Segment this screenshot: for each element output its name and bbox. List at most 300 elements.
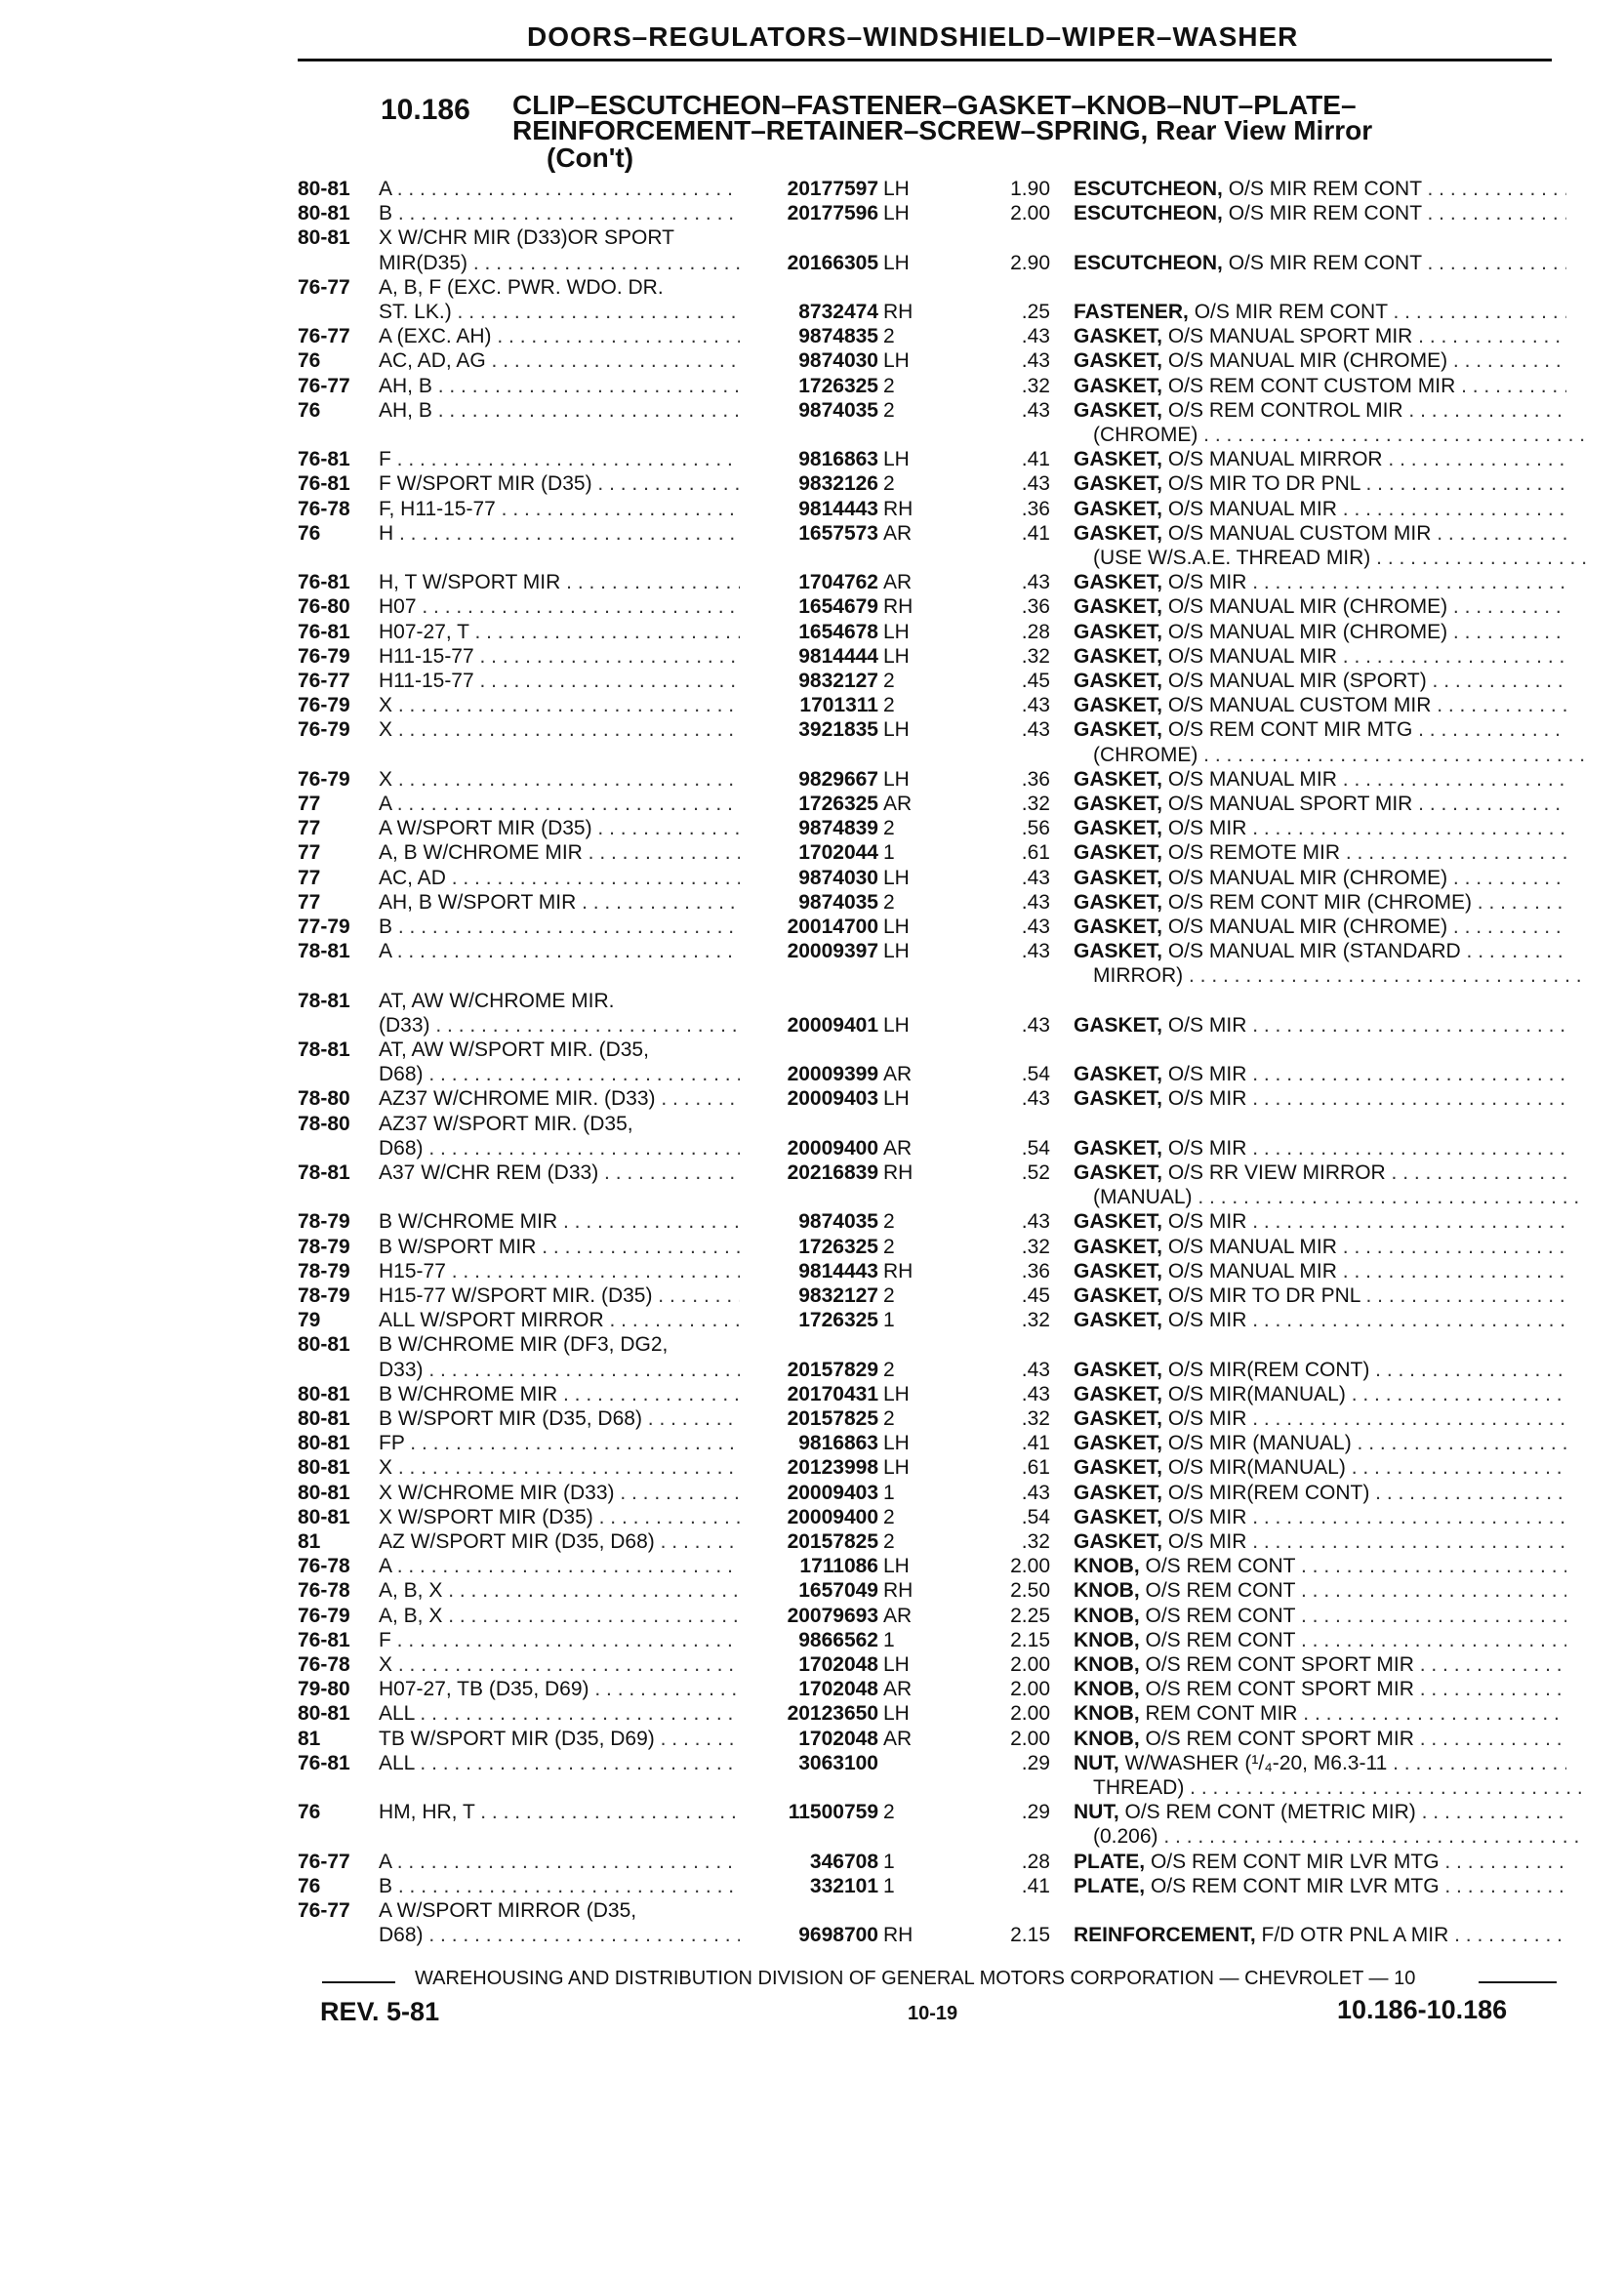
part-name-detail: O/S MANUAL MIR <box>1162 498 1337 520</box>
model-description: X . . . <box>379 1456 740 1480</box>
part-name-heading: KNOB, <box>1074 1653 1140 1676</box>
part-name-heading: NUT, <box>1074 1752 1119 1774</box>
part-row <box>0 841 1624 865</box>
part-name-detail: O/S REM CONT CUSTOM MIR <box>1162 375 1456 397</box>
model-years: 76-77 <box>298 276 350 299</box>
model-description: X W/SPORT MIR (D35) . . . <box>379 1506 740 1529</box>
part-row <box>0 916 1624 939</box>
quantity: 2 <box>883 670 895 692</box>
part-row <box>0 1506 1624 1529</box>
quantity: LH <box>883 621 910 643</box>
quantity: LH <box>883 349 910 372</box>
model-years: 80-81 <box>298 1456 350 1479</box>
list-price: 2.50 <box>1010 1579 1050 1602</box>
part-name-detail: O/S MIR <box>1162 1210 1247 1233</box>
part-name-detail: O/S MANUAL MIRROR <box>1162 448 1383 470</box>
model-description: AH, B . . . <box>379 375 740 398</box>
part-number: 1726325 <box>798 375 878 397</box>
part-number: 20009401 <box>787 1014 878 1037</box>
quantity: 2 <box>883 1801 895 1823</box>
part-name <box>1074 1432 1566 1455</box>
part-name-detail: O/S MIR(MANUAL) <box>1162 1456 1346 1479</box>
model-years: 76-78 <box>298 1579 350 1602</box>
part-name-heading: GASKET, <box>1074 1407 1163 1430</box>
list-price: 2.00 <box>1010 1653 1050 1676</box>
quantity: LH <box>883 252 910 274</box>
part-name <box>1074 1653 1566 1677</box>
part-number: 1704762 <box>798 571 878 593</box>
part-row <box>0 424 1624 447</box>
quantity: 1 <box>883 1851 895 1873</box>
model-description: A . . . <box>379 1555 740 1578</box>
model-description: A . . . <box>379 178 740 201</box>
part-row <box>0 448 1624 471</box>
part-name <box>1074 1456 1566 1480</box>
part-name <box>1074 1678 1566 1701</box>
model-description: X . . . <box>379 718 740 742</box>
part-name-detail: O/S MIR REM CONT <box>1222 202 1422 224</box>
part-name-detail: REM CONT MIR <box>1139 1702 1298 1725</box>
model-description: X . . . <box>379 1653 740 1677</box>
list-price: .43 <box>1021 694 1050 716</box>
part-row <box>0 867 1624 890</box>
part-row <box>0 178 1624 201</box>
list-price: .43 <box>1021 1359 1050 1381</box>
quantity: RH <box>883 1579 914 1602</box>
model-description: A, B, F (EXC. PWR. WDO. DR. <box>379 276 664 299</box>
part-name-detail: O/S MANUAL MIR <box>1162 645 1337 668</box>
list-price: .56 <box>1021 817 1050 839</box>
part-row <box>0 1776 1624 1800</box>
part-row <box>0 571 1624 594</box>
part-name-detail: O/S MANUAL MIR (STANDARD <box>1162 940 1461 962</box>
part-name <box>1093 744 1586 767</box>
model-years: 80-81 <box>298 1407 350 1430</box>
part-row <box>0 1113 1624 1136</box>
part-name <box>1074 793 1566 816</box>
list-price: .32 <box>1021 1530 1050 1553</box>
part-name-heading: GASKET, <box>1074 891 1163 914</box>
part-name <box>1074 817 1566 840</box>
quantity: 2 <box>883 891 895 914</box>
part-name-heading: KNOB, <box>1074 1555 1140 1577</box>
list-price: 2.00 <box>1010 1702 1050 1725</box>
model-years: 81 <box>298 1728 321 1750</box>
part-number: 20009399 <box>787 1063 878 1085</box>
model-description: H11-15-77 . . . <box>379 670 740 693</box>
quantity: 2 <box>883 817 895 839</box>
model-description: F . . . <box>379 448 740 471</box>
model-description: ST. LK.) . . . <box>379 301 740 324</box>
part-number: 1726325 <box>798 1236 878 1258</box>
model-description: HM, HR, T . . . <box>379 1801 740 1824</box>
part-row <box>0 1605 1624 1628</box>
part-row <box>0 1653 1624 1677</box>
part-name <box>1074 670 1566 693</box>
list-price: 2.00 <box>1010 1728 1050 1750</box>
model-description: B W/CHROME MIR . . . <box>379 1383 740 1406</box>
part-name-detail: O/S MIR <box>1162 1087 1247 1110</box>
part-number: 9874839 <box>798 817 878 839</box>
part-name-detail: O/S MANUAL CUSTOM MIR <box>1162 522 1432 545</box>
list-price: .32 <box>1021 793 1050 815</box>
part-name-heading: GASKET, <box>1074 595 1163 618</box>
model-description: B . . . <box>379 1875 740 1898</box>
part-row <box>0 1678 1624 1701</box>
part-name-detail: O/S REM CONT <box>1139 1605 1296 1627</box>
part-name-detail: O/S MANUAL MIR (CHROME) <box>1162 621 1448 643</box>
part-number: 1654679 <box>798 595 878 618</box>
part-number: 1702048 <box>798 1678 878 1700</box>
part-name-detail: O/S MIR(MANUAL) <box>1162 1383 1346 1405</box>
part-name-heading: GASKET, <box>1074 1161 1163 1184</box>
part-name <box>1074 1210 1566 1234</box>
quantity: 2 <box>883 1407 895 1430</box>
part-name-detail: O/S REM CONT <box>1139 1555 1296 1577</box>
list-price: .43 <box>1021 1482 1050 1504</box>
model-description: H, T W/SPORT MIR . . . <box>379 571 740 594</box>
quantity: 1 <box>883 1482 895 1504</box>
section-title-line-2-main: REINFORCEMENT–RETAINER–SCREW–SPRING, <box>512 115 1149 145</box>
part-name <box>1074 891 1566 915</box>
list-price: .54 <box>1021 1137 1050 1160</box>
list-price: .41 <box>1021 522 1050 545</box>
model-years: 77 <box>298 867 321 889</box>
part-number: 20123998 <box>787 1456 878 1479</box>
quantity: RH <box>883 301 914 323</box>
model-description: AC, AD, AG . . . <box>379 349 740 373</box>
part-name <box>1074 448 1566 471</box>
part-row <box>0 1555 1624 1578</box>
part-name-detail: O/S MIR TO DR PNL <box>1162 472 1360 495</box>
list-price: .41 <box>1021 448 1050 470</box>
list-price: .52 <box>1021 1161 1050 1184</box>
list-price: 1.90 <box>1010 178 1050 200</box>
model-years: 79-80 <box>298 1678 350 1700</box>
part-row <box>0 226 1624 250</box>
model-description: AT, AW W/CHROME MIR. <box>379 990 615 1012</box>
part-name <box>1074 1236 1566 1259</box>
model-description: AC, AD . . . <box>379 867 740 890</box>
part-name <box>1074 1407 1566 1431</box>
quantity: LH <box>883 1383 910 1405</box>
quantity: 1 <box>883 1875 895 1897</box>
list-price: 2.25 <box>1010 1605 1050 1627</box>
part-row <box>0 547 1624 570</box>
model-years: 76-77 <box>298 1851 350 1873</box>
model-years: 78-79 <box>298 1210 350 1233</box>
part-name-detail: O/S REM CONT SPORT MIR <box>1139 1653 1414 1676</box>
model-years: 79 <box>298 1309 321 1331</box>
part-name-detail: O/S MIR <box>1162 817 1247 839</box>
part-name-heading: REINFORCEMENT, <box>1074 1924 1256 1946</box>
part-name-heading: GASKET, <box>1074 940 1163 962</box>
list-price: 2.90 <box>1010 252 1050 274</box>
part-row <box>0 472 1624 496</box>
model-years: 77 <box>298 841 321 864</box>
part-number: 1657049 <box>798 1579 878 1602</box>
part-name-detail: O/S MANUAL MIR <box>1162 768 1337 791</box>
quantity: RH <box>883 1260 914 1282</box>
quantity: 2 <box>883 375 895 397</box>
part-name-detail: O/S REM CONT <box>1139 1629 1296 1651</box>
part-name <box>1074 1924 1566 1947</box>
quantity: LH <box>883 202 910 224</box>
part-row <box>0 768 1624 792</box>
model-years: 78-80 <box>298 1113 350 1135</box>
model-years: 76-81 <box>298 472 350 495</box>
part-row <box>0 252 1624 275</box>
part-number: 20079693 <box>787 1605 878 1627</box>
model-description: H07 . . . <box>379 595 740 619</box>
quantity: RH <box>883 498 914 520</box>
quantity: LH <box>883 1432 910 1454</box>
part-name <box>1074 252 1566 275</box>
model-years: 76 <box>298 1801 321 1823</box>
part-number: 9874035 <box>798 1210 878 1233</box>
model-years: 76-78 <box>298 498 350 520</box>
model-years: 78-81 <box>298 990 350 1012</box>
list-price: .43 <box>1021 1210 1050 1233</box>
part-number: 1711086 <box>799 1555 878 1577</box>
part-name-detail: O/S MIR TO DR PNL <box>1162 1284 1360 1307</box>
part-row <box>0 1432 1624 1455</box>
part-name-detail: O/S MANUAL MIR (CHROME) <box>1162 916 1448 938</box>
part-row <box>0 940 1624 963</box>
part-number: 11500759 <box>788 1801 878 1823</box>
part-name <box>1074 1087 1566 1111</box>
list-price: .32 <box>1021 1407 1050 1430</box>
list-price: .36 <box>1021 595 1050 618</box>
model-description: X . . . <box>379 768 740 792</box>
section-title-line-1: CLIP–ESCUTCHEON–FASTENER–GASKET–KNOB–NUT–PLATE– <box>512 90 1357 120</box>
model-years: 76 <box>298 1875 321 1897</box>
part-number: 1702048 <box>798 1653 878 1676</box>
part-name-detail: (CHROME) <box>1093 424 1198 446</box>
quantity: 1 <box>883 1629 895 1651</box>
model-years: 76-79 <box>298 645 350 668</box>
part-name-heading: FASTENER, <box>1074 301 1189 323</box>
quantity: LH <box>883 718 910 741</box>
quantity: 1 <box>883 841 895 864</box>
part-row <box>0 301 1624 324</box>
part-name <box>1074 595 1566 619</box>
list-price: .41 <box>1021 1432 1050 1454</box>
part-row <box>0 1629 1624 1652</box>
model-description: A . . . <box>379 940 740 963</box>
part-row <box>0 1309 1624 1332</box>
part-name-heading: GASKET, <box>1074 448 1163 470</box>
model-description: TB W/SPORT MIR (D35, D69) . . . <box>379 1728 740 1751</box>
part-number: 20170431 <box>787 1383 878 1405</box>
list-price: .43 <box>1021 1087 1050 1110</box>
model-years: 80-81 <box>298 1432 350 1454</box>
part-row <box>0 1014 1624 1038</box>
part-name-heading: GASKET, <box>1074 793 1163 815</box>
model-years: 78-79 <box>298 1284 350 1307</box>
model-description: X W/CHR MIR (D33)OR SPORT <box>379 226 674 249</box>
list-price: .43 <box>1021 916 1050 938</box>
model-years: 77 <box>298 817 321 839</box>
part-number: 9814443 <box>798 1260 878 1282</box>
part-name <box>1093 964 1586 988</box>
footer-section-range: 10.186-10.186 <box>1337 1995 1508 2024</box>
part-name-heading: GASKET, <box>1074 1236 1163 1258</box>
model-description: D68) . . . <box>379 1063 740 1086</box>
quantity: 2 <box>883 1236 895 1258</box>
quantity: 2 <box>883 1359 895 1381</box>
part-name-heading: GASKET, <box>1074 399 1163 422</box>
quantity: LH <box>883 448 910 470</box>
part-row <box>0 817 1624 840</box>
part-row <box>0 1383 1624 1406</box>
list-price: .32 <box>1021 1236 1050 1258</box>
part-number: 20009400 <box>787 1137 878 1160</box>
part-number: 1702044 <box>798 841 878 864</box>
list-price: 2.00 <box>1010 1555 1050 1577</box>
part-row <box>0 670 1624 693</box>
part-name-heading: GASKET, <box>1074 325 1163 347</box>
part-name-heading: PLATE, <box>1074 1875 1146 1897</box>
part-name <box>1074 1728 1566 1751</box>
list-price: .43 <box>1021 1014 1050 1037</box>
model-description: A (EXC. AH) . . . <box>379 325 740 348</box>
model-years: 78-79 <box>298 1236 350 1258</box>
list-price: .28 <box>1021 621 1050 643</box>
part-number: 9874030 <box>798 349 878 372</box>
part-name <box>1074 1605 1566 1628</box>
part-row <box>0 718 1624 742</box>
model-description: AH, B . . . <box>379 399 740 423</box>
part-name-heading: GASKET, <box>1074 1530 1163 1553</box>
part-name-heading: GASKET, <box>1074 1482 1163 1504</box>
part-name-heading: ESCUTCHEON, <box>1074 178 1223 200</box>
part-name-detail: O/S REM CONT SPORT MIR <box>1139 1678 1414 1700</box>
part-name <box>1074 1309 1566 1332</box>
part-name <box>1074 1014 1566 1038</box>
part-name <box>1074 1752 1566 1775</box>
part-name-heading: GASKET, <box>1074 621 1163 643</box>
model-description: B W/CHROME MIR (DF3, DG2, <box>379 1333 669 1356</box>
part-row <box>0 1038 1624 1062</box>
part-name-heading: GASKET, <box>1074 867 1163 889</box>
section-title-line-3: (Con't) <box>547 142 634 173</box>
part-name <box>1074 375 1566 398</box>
model-description: H15-77 W/SPORT MIR. (D35) . . . <box>379 1284 740 1308</box>
part-name-heading: GASKET, <box>1074 349 1163 372</box>
quantity: LH <box>883 1456 910 1479</box>
quantity: 2 <box>883 1284 895 1307</box>
part-row <box>0 595 1624 619</box>
part-name-heading: KNOB, <box>1074 1605 1140 1627</box>
list-price: .29 <box>1021 1752 1050 1774</box>
part-name <box>1074 1530 1566 1554</box>
part-name <box>1074 498 1566 521</box>
part-name-detail: O/S REM CONT SPORT MIR <box>1139 1728 1414 1750</box>
part-name-detail: THREAD) <box>1093 1776 1185 1799</box>
part-row <box>0 276 1624 300</box>
quantity: LH <box>883 1087 910 1110</box>
part-name <box>1074 1875 1566 1898</box>
part-name <box>1074 867 1566 890</box>
part-number: 9866562 <box>798 1629 878 1651</box>
part-name-heading: GASKET, <box>1074 1014 1163 1037</box>
model-years: 80-81 <box>298 1702 350 1725</box>
part-row <box>0 399 1624 423</box>
model-years: 76-81 <box>298 448 350 470</box>
part-number: 9874035 <box>798 891 878 914</box>
list-price: .54 <box>1021 1063 1050 1085</box>
model-description: B . . . <box>379 916 740 939</box>
part-name <box>1074 1359 1566 1382</box>
model-years: 78-81 <box>298 1161 350 1184</box>
list-price: .61 <box>1021 841 1050 864</box>
part-name-heading: GASKET, <box>1074 841 1163 864</box>
part-name-heading: GASKET, <box>1074 1284 1163 1307</box>
part-name-detail: F/D OTR PNL A MIR <box>1255 1924 1449 1946</box>
part-name-detail: O/S MIR(REM CONT) <box>1162 1482 1370 1504</box>
part-name <box>1074 1137 1566 1160</box>
part-name-detail: O/S MIR <box>1162 1407 1247 1430</box>
quantity: AR <box>883 571 913 593</box>
list-price: .43 <box>1021 399 1050 422</box>
part-number: 20009403 <box>787 1482 878 1504</box>
part-row <box>0 1236 1624 1259</box>
quantity: 2 <box>883 1506 895 1528</box>
part-number: 1726325 <box>798 793 878 815</box>
part-number: 9829667 <box>798 768 878 791</box>
part-name-heading: ESCUTCHEON, <box>1074 202 1223 224</box>
part-row <box>0 990 1624 1013</box>
model-description: AZ37 W/SPORT MIR. (D35, <box>379 1113 633 1135</box>
model-description: A, B, X . . . <box>379 1579 740 1603</box>
part-name-detail: O/S REM CONT MIR (CHROME) <box>1162 891 1472 914</box>
part-row <box>0 1702 1624 1726</box>
part-name <box>1093 547 1586 570</box>
part-name-detail: (USE W/S.A.E. THREAD MIR) <box>1093 547 1371 569</box>
quantity: 2 <box>883 1530 895 1553</box>
part-name-heading: GASKET, <box>1074 768 1163 791</box>
part-number: 332101 <box>809 1875 878 1897</box>
quantity: LH <box>883 940 910 962</box>
part-name-detail: O/S MANUAL SPORT MIR <box>1162 325 1413 347</box>
part-name-detail: MIRROR) <box>1093 964 1184 987</box>
list-price: .43 <box>1021 940 1050 962</box>
section-number: 10.186 <box>381 94 470 126</box>
list-price: .54 <box>1021 1506 1050 1528</box>
part-row <box>0 1530 1624 1554</box>
part-row <box>0 1456 1624 1480</box>
part-number: 9816863 <box>798 448 878 470</box>
part-name-detail: O/S REM CONT MIR LVR MTG <box>1145 1875 1440 1897</box>
model-description: B W/SPORT MIR (D35, D68) . . . <box>379 1407 740 1431</box>
part-name-detail: O/S REMOTE MIR <box>1162 841 1341 864</box>
list-price: .43 <box>1021 472 1050 495</box>
part-name-detail: W/WASHER (¹/₄-20, M6.3-11 <box>1118 1752 1388 1774</box>
model-years: 76-77 <box>298 325 350 347</box>
quantity: RH <box>883 595 914 618</box>
part-name-heading: GASKET, <box>1074 916 1163 938</box>
quantity: AR <box>883 1137 913 1160</box>
part-name-detail: O/S MANUAL MIR (SPORT) <box>1162 670 1427 692</box>
list-price: .32 <box>1021 375 1050 397</box>
part-row <box>0 1482 1624 1505</box>
model-description: B W/CHROME MIR . . . <box>379 1210 740 1234</box>
part-name-detail: O/S MIR <box>1162 1530 1247 1553</box>
part-number: 20177597 <box>787 178 878 200</box>
part-row <box>0 1359 1624 1382</box>
part-name-heading: GASKET, <box>1074 1087 1163 1110</box>
